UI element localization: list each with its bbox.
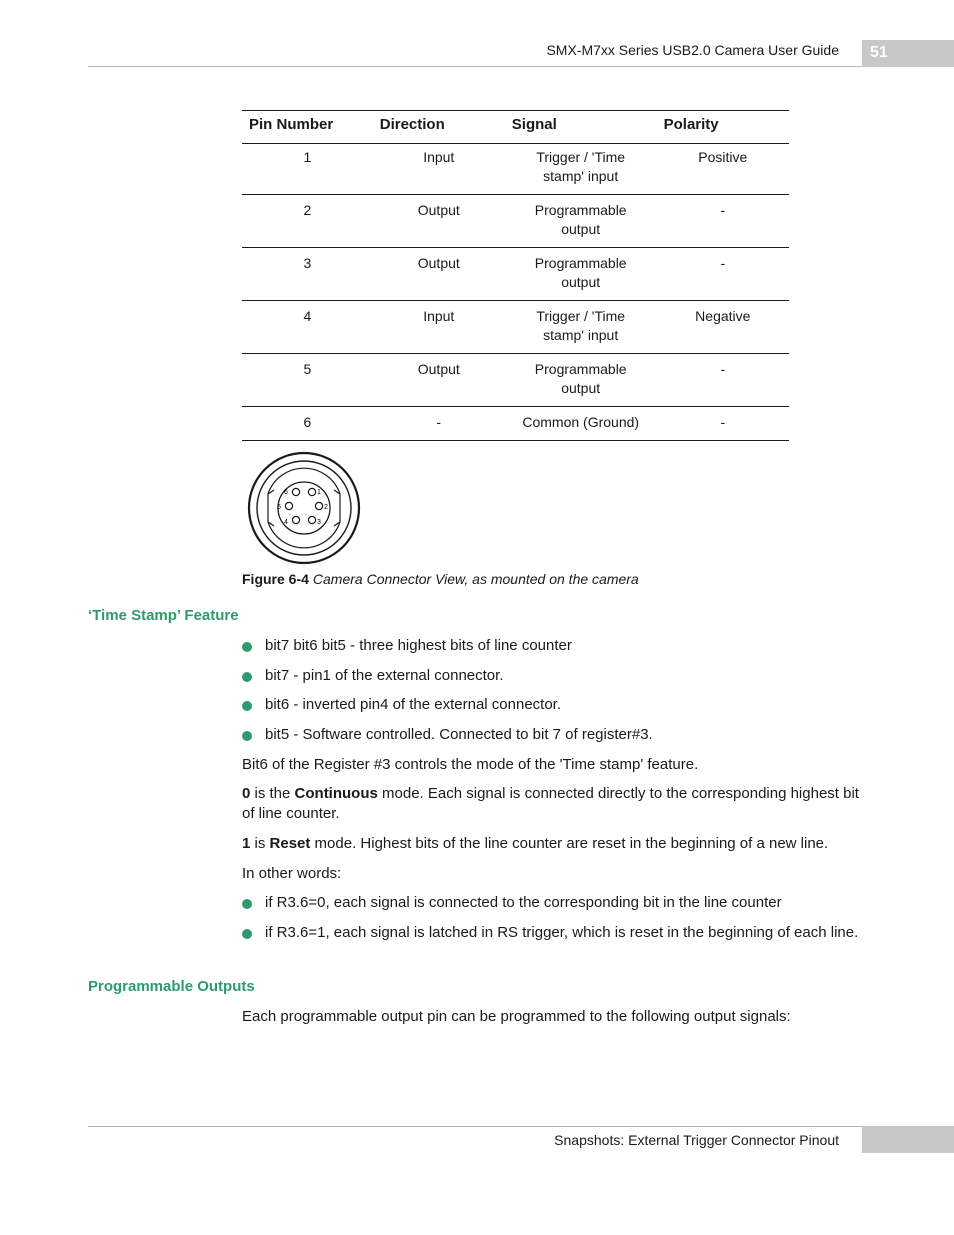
pin-3 (308, 516, 315, 523)
figure-caption-text: Camera Connector View, as mounted on the camera (312, 571, 639, 587)
list-item (242, 893, 872, 913)
footer-divider (88, 1126, 862, 1127)
mode1-connector: is (250, 835, 270, 852)
cell-signal: Programmable output (505, 248, 657, 301)
footer-box (862, 1126, 954, 1153)
table-row (242, 195, 789, 248)
connector-inner-ring (257, 461, 351, 555)
list-item-text: bit7 - pin1 of the external connector. (265, 667, 504, 684)
list-item-text: bit7 bit6 bit5 - three highest bits of line counter (265, 637, 572, 654)
cell-pin-number: 3 (242, 248, 373, 301)
mode0-name: Continuous (294, 785, 378, 802)
list-item-text: bit6 - inverted pin4 of the external connector. (265, 696, 562, 713)
cell-pin-number: 5 (242, 354, 373, 407)
table-header-row (242, 111, 789, 142)
paragraph-mode-reset (242, 834, 872, 854)
running-header-title: SMX-M7xx Series USB2.0 Camera User Guide (546, 42, 839, 58)
column-header-direction: Direction (373, 111, 505, 142)
cell-polarity: - (657, 354, 789, 407)
cell-direction: Output (373, 195, 505, 248)
mode1-text: mode. Highest bits of the line counter are reset in the beginning of a new line. (310, 835, 829, 852)
pin-6 (292, 488, 299, 495)
connector-outer-ring (249, 453, 359, 563)
cell-direction: - (373, 407, 505, 441)
list-item-text: if R3.6=0, each signal is connected to the corresponding bit in the line counter (265, 894, 782, 911)
list-item (242, 666, 872, 686)
cell-signal: Programmable output (505, 354, 657, 407)
cell-signal: Programmable output (505, 195, 657, 248)
cell-direction: Input (373, 141, 505, 195)
pin-5-label: 5 (277, 504, 281, 511)
mode1-name: Reset (269, 835, 311, 852)
figure-caption (242, 571, 639, 587)
figure-label: Figure 6-4 (242, 571, 309, 587)
list-item (242, 923, 872, 943)
pin-6-label: 6 (284, 489, 288, 496)
mode0-connector: is the (250, 785, 295, 802)
paragraph-mode-continuous (242, 784, 872, 824)
table-row (242, 301, 789, 354)
bullet-icon (242, 731, 252, 741)
column-header-signal: Signal (505, 111, 657, 142)
cell-polarity: - (657, 407, 789, 441)
list-item (242, 725, 872, 745)
table-row (242, 354, 789, 407)
cell-pin-number: 1 (242, 141, 373, 195)
page-number: 51 (870, 44, 888, 61)
cell-polarity: - (657, 195, 789, 248)
cell-signal: Trigger / 'Time stamp' input (505, 141, 657, 195)
bullet-icon (242, 642, 252, 652)
bullet-icon (242, 929, 252, 939)
header-divider (88, 66, 862, 67)
list-item-text: bit5 - Software controlled. Connected to bit 7 of register#3. (265, 726, 653, 743)
column-header-pin-number: Pin Number (242, 111, 373, 142)
cell-direction: Input (373, 301, 505, 354)
cell-pin-number: 6 (242, 407, 373, 441)
paragraph-programmable: Each programmable output pin can be programmed to the following output signals: (242, 1008, 791, 1025)
pin-1 (308, 488, 315, 495)
pin-5 (285, 502, 292, 509)
pin-3-label: 3 (317, 519, 321, 526)
cell-signal: Common (Ground) (505, 407, 657, 441)
cell-direction: Output (373, 354, 505, 407)
section-heading-time-stamp: ‘Time Stamp’ Feature (88, 607, 239, 624)
bullet-icon (242, 899, 252, 909)
pin-4-label: 4 (284, 519, 288, 526)
cell-polarity: Positive (657, 141, 789, 195)
cell-signal: Trigger / 'Time stamp' input (505, 301, 657, 354)
bullet-icon (242, 672, 252, 682)
table-row (242, 248, 789, 301)
cell-polarity: - (657, 248, 789, 301)
pin-4 (292, 516, 299, 523)
paragraph-intro: Bit6 of the Register #3 controls the mode of the 'Time stamp' feature. (242, 756, 699, 773)
pin-2-label: 2 (324, 504, 328, 511)
cell-pin-number: 4 (242, 301, 373, 354)
cell-direction: Output (373, 248, 505, 301)
mode0-value: 0 (242, 785, 251, 802)
section-heading-programmable-outputs: Programmable Outputs (88, 978, 255, 995)
pin-1-label: 1 (317, 489, 321, 496)
cell-pin-number: 2 (242, 195, 373, 248)
mode0-text: mode. Each signal is connected directly to the corresponding highest bit of line counter. (242, 785, 859, 822)
pinout-table (242, 110, 789, 441)
connector-diagram (246, 450, 362, 566)
cell-polarity: Negative (657, 301, 789, 354)
table-row (242, 407, 789, 441)
mode1-value: 1 (242, 835, 251, 852)
list-item (242, 636, 872, 656)
bullet-icon (242, 701, 252, 711)
list-item-text: if R3.6=1, each signal is latched in RS trigger, which is reset in the beginning of each line. (265, 924, 859, 941)
list-item (242, 695, 872, 715)
column-header-polarity: Polarity (657, 111, 789, 142)
table-row (242, 141, 789, 195)
paragraph-other-words: In other words: (242, 865, 342, 882)
running-footer-text: Snapshots: External Trigger Connector Pinout (554, 1132, 839, 1148)
pin-2 (315, 502, 322, 509)
